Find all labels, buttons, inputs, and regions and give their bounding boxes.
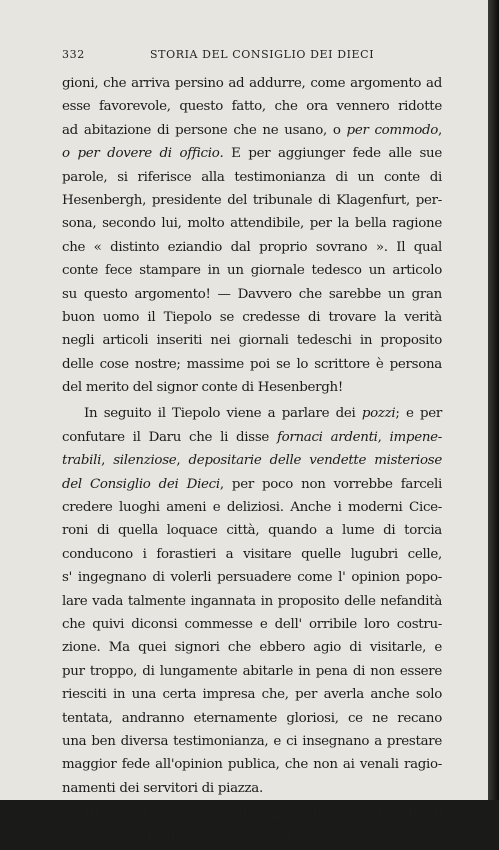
italic-run: impene-	[389, 429, 442, 445]
text-run: ,	[438, 122, 442, 138]
text-line	[62, 95, 442, 118]
text-line	[62, 730, 442, 753]
text-line	[62, 376, 442, 399]
text-run: ,	[176, 453, 189, 469]
text-run: sona, secondo lui, molto attendibile, per la bella ragione	[62, 216, 442, 232]
text-line	[62, 259, 442, 282]
text-line	[62, 142, 442, 165]
text-run: maggior fede all'opinion publica, che non ai venali ragio-	[62, 757, 442, 773]
text-run: zione. Ma quei signori che ebbero agio di visitarle, e	[62, 640, 442, 656]
text-line	[62, 777, 442, 800]
text-run: buon uomo il Tiepolo se credesse di trovare la verità	[62, 309, 442, 325]
text-line	[62, 543, 442, 566]
text-line	[62, 353, 442, 376]
body-text	[62, 72, 442, 850]
text-run: che « distinto eziandio dal proprio sovrano ». Il qual	[62, 239, 442, 255]
text-line	[62, 827, 442, 850]
text-line	[62, 283, 442, 306]
text-run: Dice il Daru che questi pozzi erano scavati sotto il	[84, 807, 442, 823]
text-run: pur troppo, di lungamente abitarle in pena di non essere	[62, 663, 442, 679]
text-run: , per poco non vorrebbe farceli	[219, 476, 442, 492]
text-line	[62, 426, 442, 449]
italic-run: o per dovere di officio	[62, 146, 220, 162]
text-line	[62, 329, 442, 352]
text-line	[62, 236, 442, 259]
text-line	[62, 402, 442, 425]
text-run: In seguito il Tiepolo viene a parlare dei	[84, 406, 362, 422]
text-run: del merito del signor conte di Hesenbergh!	[62, 380, 343, 396]
text-run: canale, dove la luce ed il calore non avevano mai pene-	[62, 830, 421, 846]
italic-run: per commodo	[346, 122, 439, 138]
italic-run: trabili	[62, 453, 102, 469]
text-run: ,	[377, 429, 390, 445]
text-run: gioni, che arriva persino ad addurre, come argomento ad	[62, 76, 442, 91]
text-line	[62, 189, 442, 212]
text-line	[62, 613, 442, 636]
text-run: namenti dei servitori di piazza.	[62, 780, 263, 796]
text-run: ,	[101, 453, 114, 469]
text-run: conducono i forastieri a visitare quelle lugubri celle,	[62, 546, 442, 562]
text-line	[62, 166, 442, 189]
text-line	[62, 119, 442, 142]
italic-run: fornaci ardenti	[276, 429, 378, 445]
text-run: esse favorevole, questo fatto, che ora vennero ridotte	[62, 99, 442, 115]
page-number: 332	[62, 48, 85, 61]
text-run: su questo argomento! — Davvero che sarebbe un gran	[62, 286, 442, 302]
text-line	[62, 707, 442, 730]
italic-run: del Consiglio dei Dieci	[62, 476, 220, 492]
text-line	[62, 212, 442, 235]
text-line	[62, 306, 442, 329]
text-line	[62, 803, 442, 826]
text-line	[62, 636, 442, 659]
text-run: negli articoli inseriti nei giornali tedeschi in proposito	[62, 333, 442, 349]
text-line	[62, 590, 442, 613]
text-run: . E per aggiunger fede alle sue	[219, 146, 442, 162]
text-line	[62, 449, 442, 472]
text-run: parole, si riferisce alla testimonianza di un conte di	[62, 169, 442, 185]
text-run: s' ingegnano di volerli persuadere come l' opinion popo-	[62, 570, 442, 586]
text-line	[62, 519, 442, 542]
text-line	[62, 473, 442, 496]
text-line	[62, 72, 442, 95]
page-header	[62, 45, 448, 65]
text-run: Hesenbergh, presidente del tribunale di Klagenfurt, per-	[62, 192, 442, 208]
text-run: riesciti in una certa impresa che, per averla anche solo	[62, 687, 442, 703]
text-run: delle cose nostre; massime poi se lo scrittore è persona	[62, 356, 442, 372]
text-line	[62, 683, 442, 706]
text-run: lare vada talmente ingannata in proposito delle nefandità	[62, 593, 442, 609]
text-run: che quivi diconsi commesse e dell' orribile loro costru-	[62, 616, 442, 632]
text-line	[62, 660, 442, 683]
text-run: conte fece stampare in un giornale tedesco un articolo	[62, 263, 442, 279]
text-line	[62, 566, 442, 589]
text-run: una ben diversa testimonianza, e ci insegnano a prestare	[62, 733, 442, 749]
italic-run: depositarie delle vendette misteriose	[188, 453, 442, 469]
italic-run: pozzi	[361, 406, 396, 422]
running-title: STORIA DEL CONSIGLIO DEI DIECI	[150, 48, 375, 61]
text-run: ; e per	[395, 406, 442, 422]
text-run: confutare il Daru che li disse	[62, 429, 277, 445]
text-run: ad abitazione di persone che ne usano, o	[62, 122, 347, 138]
book-spine-shadow	[488, 0, 499, 800]
italic-run: silenziose	[113, 453, 177, 469]
text-run: roni di quella loquace città, quando a lume di torcia	[62, 523, 442, 539]
text-run: tentata, andranno eternamente gloriosi, ce ne recano	[62, 710, 442, 726]
text-line	[62, 496, 442, 519]
text-line	[62, 753, 442, 776]
text-run: credere luoghi ameni e deliziosi. Anche i moderni Cice-	[62, 500, 442, 516]
